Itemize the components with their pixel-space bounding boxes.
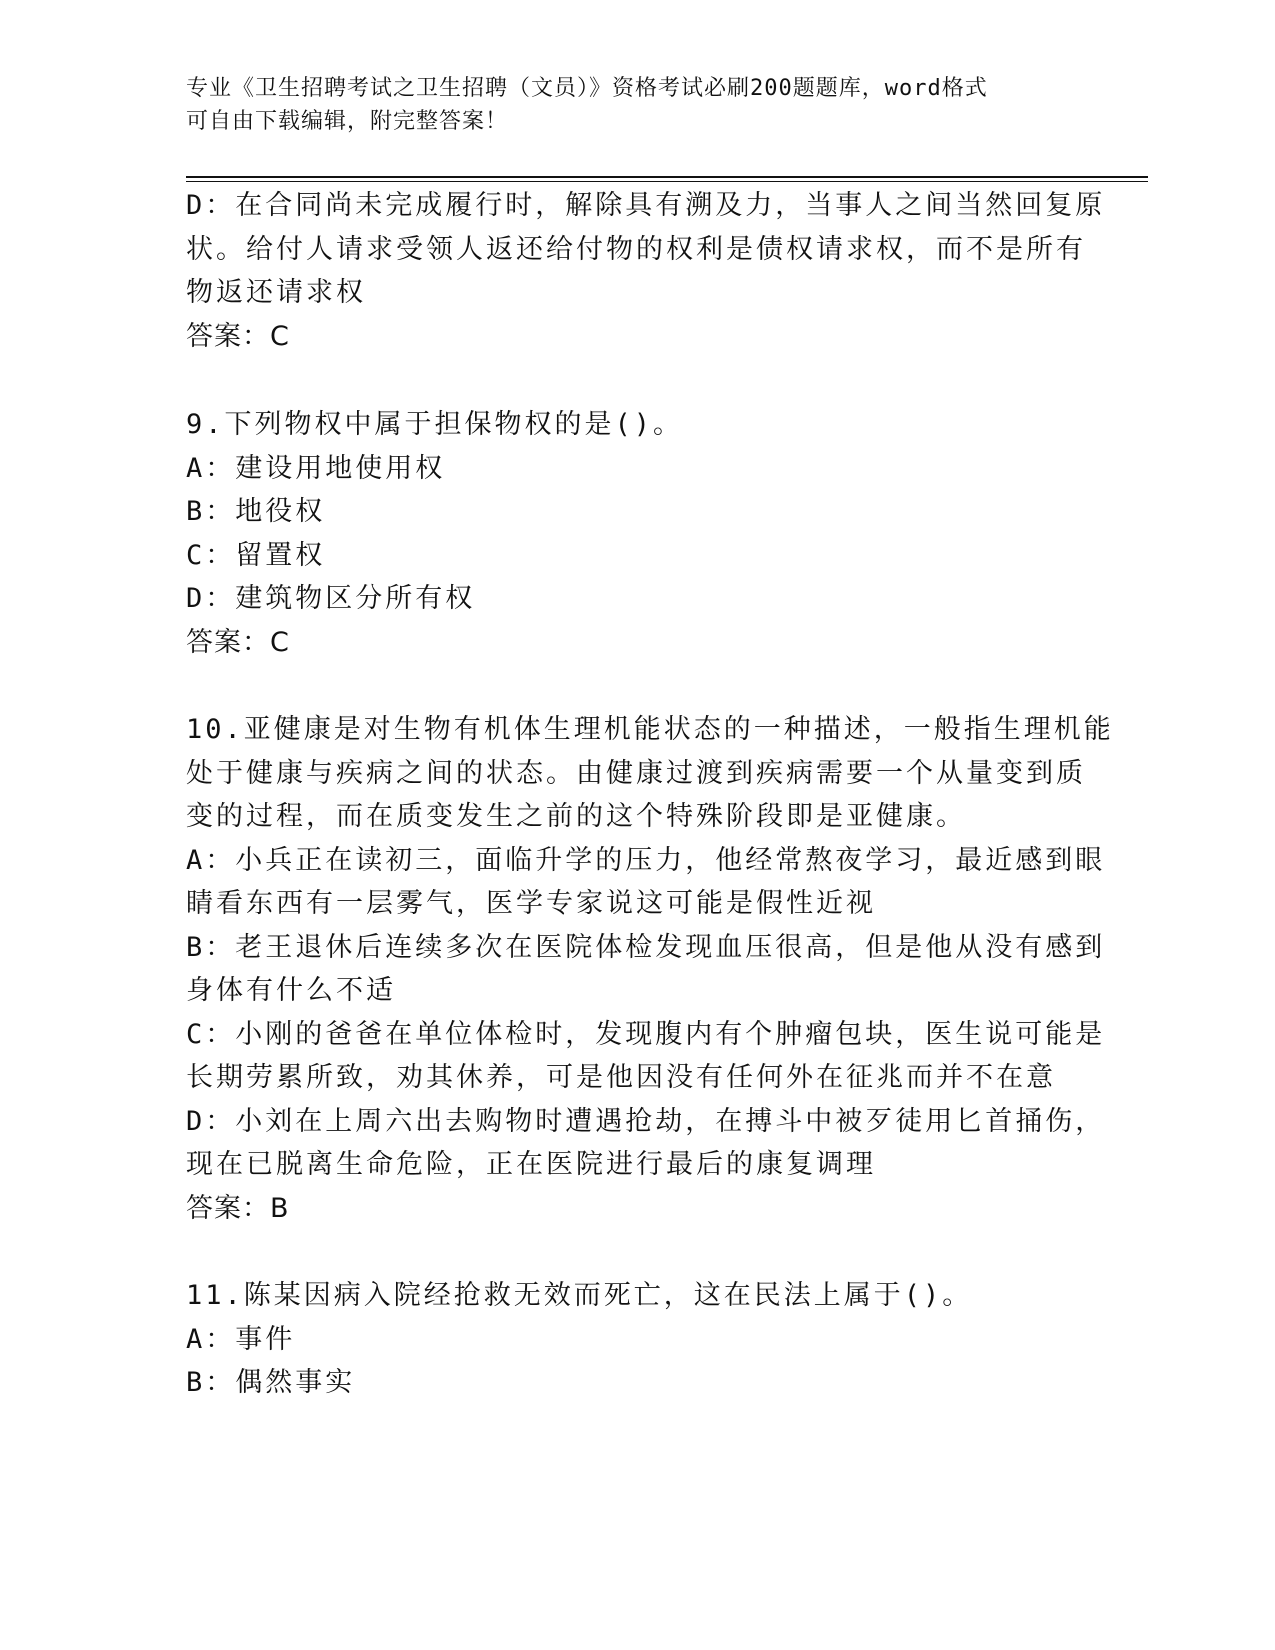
q9-option-a: A：建设用地使用权 <box>186 453 446 484</box>
header-title-line-2: 可自由下载编辑，附完整答案！ <box>186 109 509 134</box>
q10-option-a-line-2: 睛看东西有一层雾气，医学专家说这可能是假性近视 <box>186 888 876 919</box>
q11-stem: 11.陈某因病入院经抢救无效而死亡，这在民法上属于()。 <box>186 1280 973 1311</box>
document-header <box>186 72 1086 138</box>
q10-option-b-line-2: 身体有什么不适 <box>186 975 396 1006</box>
q10-stem-line-2: 处于健康与疾病之间的状态。由健康过渡到疾病需要一个从量变到质 <box>186 758 1086 789</box>
q9-option-c: C：留置权 <box>186 540 326 571</box>
q10-answer: 答案：B <box>186 1193 290 1224</box>
q9-answer: 答案：C <box>186 627 290 658</box>
header-divider-thin <box>186 181 1148 182</box>
q10-option-c-line-1: C：小刚的爸爸在单位体检时，发现腹内有个肿瘤包块，医生说可能是 <box>186 1019 1106 1050</box>
q9-option-d: D：建筑物区分所有权 <box>186 583 476 614</box>
header-title-line-1: 专业《卫生招聘考试之卫生招聘（文员）》资格考试必刷200题题库，word格式 <box>186 76 988 101</box>
prev-option-d-line-1: D：在合同尚未完成履行时，解除具有溯及力，当事人之间当然回复原 <box>186 190 1106 221</box>
q10-stem-line-1: 10.亚健康是对生物有机体生理机能状态的一种描述，一般指生理机能 <box>186 714 1114 745</box>
prev-option-d-line-3: 物返还请求权 <box>186 277 366 308</box>
q10-stem-line-3: 变的过程，而在质变发生之前的这个特殊阶段即是亚健康。 <box>186 801 966 832</box>
header-divider-thick <box>186 176 1148 178</box>
q10-option-b-line-1: B：老王退休后连续多次在医院体检发现血压很高，但是他从没有感到 <box>186 932 1106 963</box>
q11-option-a: A：事件 <box>186 1324 296 1355</box>
prev-option-d-line-2: 状。给付人请求受领人返还给付物的权利是债权请求权，而不是所有 <box>186 234 1086 265</box>
q10-option-a-line-1: A：小兵正在读初三，面临升学的压力，他经常熬夜学习，最近感到眼 <box>186 845 1106 876</box>
q11-option-b: B：偶然事实 <box>186 1367 356 1398</box>
q10-option-c-line-2: 长期劳累所致，劝其休养，可是他因没有任何外在征兆而并不在意 <box>186 1062 1056 1093</box>
q10-option-d-line-2: 现在已脱离生命危险，正在医院进行最后的康复调理 <box>186 1149 876 1180</box>
q10-option-d-line-1: D：小刘在上周六出去购物时遭遇抢劫，在搏斗中被歹徒用匕首捅伤， <box>186 1106 1106 1137</box>
q9-option-b: B：地役权 <box>186 496 326 527</box>
prev-answer: 答案：C <box>186 321 290 352</box>
q9-stem: 9.下列物权中属于担保物权的是()。 <box>186 409 684 440</box>
